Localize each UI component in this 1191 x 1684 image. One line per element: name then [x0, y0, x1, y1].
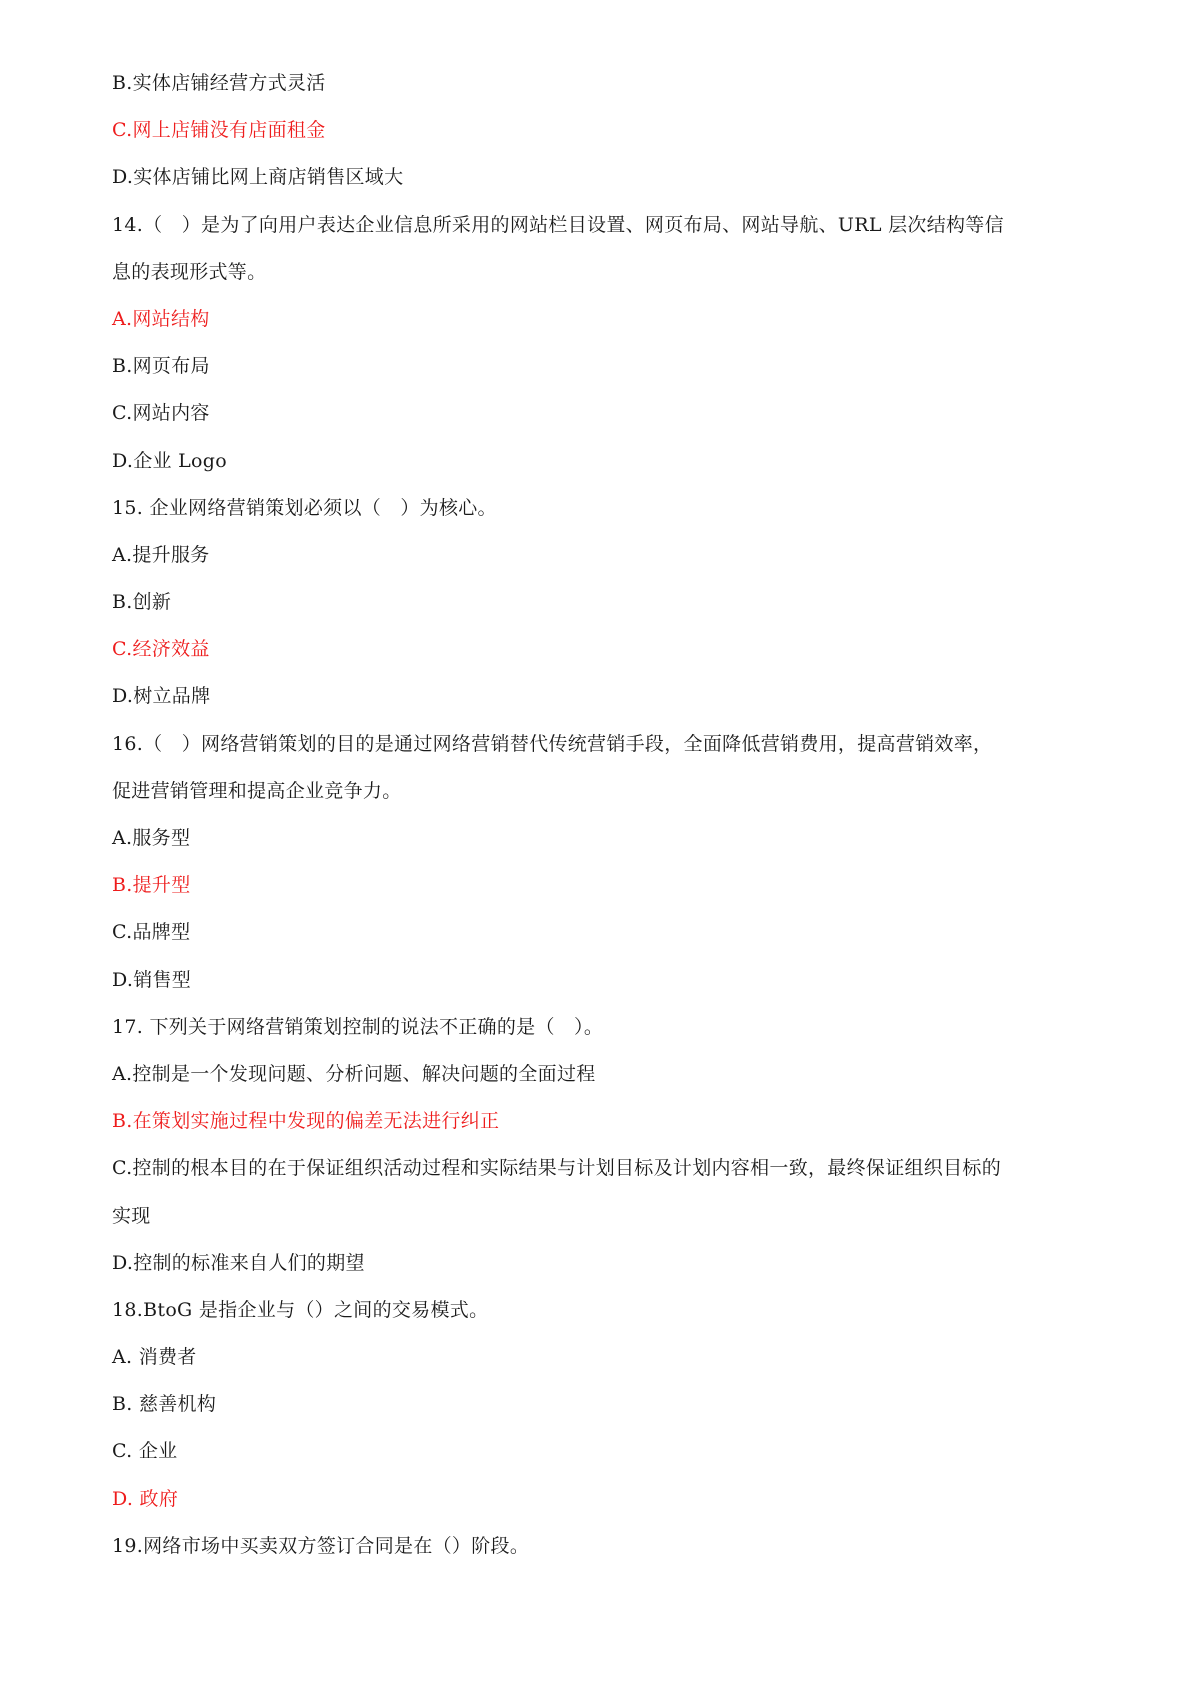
- question-line-continued: 促进营销管理和提高企业竞争力。: [112, 779, 402, 802]
- option-line: D.实体店铺比网上商店销售区域大: [112, 166, 404, 189]
- option-line: B. 慈善机构: [112, 1393, 217, 1416]
- question-line: 16.（ ）网络营销策划的目的是通过网络营销替代传统营销手段，全面降低营销费用，提高营销效率，: [112, 732, 993, 755]
- option-line-continued: 实现: [112, 1204, 151, 1227]
- option-line: D.企业 Logo: [112, 449, 227, 472]
- option-line: A.服务型: [112, 827, 191, 849]
- option-line: D.控制的标准来自人们的期望: [112, 1251, 365, 1274]
- answer-option-line: A.网站结构: [112, 307, 210, 330]
- question-line: 17. 下列关于网络营销策划控制的说法不正确的是（ ）。: [112, 1015, 604, 1038]
- option-line: C.控制的根本目的在于保证组织活动过程和实际结果与计划目标及计划内容相一致，最终保证组织目标的: [112, 1157, 1002, 1180]
- option-line: D.树立品牌: [112, 685, 211, 708]
- option-line: B.实体店铺经营方式灵活: [112, 72, 326, 94]
- option-line: C.品牌型: [112, 921, 191, 944]
- option-line: B.创新: [112, 591, 172, 614]
- option-line: A. 消费者: [112, 1346, 197, 1369]
- answer-option-line: B.提升型: [112, 874, 191, 897]
- answer-option-line: B.在策划实施过程中发现的偏差无法进行纠正: [112, 1110, 500, 1133]
- question-line: 19.网络市场中买卖双方签订合同是在（）阶段。: [112, 1534, 530, 1557]
- question-list: [112, 60, 1102, 1570]
- answer-option-line: C.经济效益: [112, 638, 210, 661]
- option-line: A.提升服务: [112, 543, 210, 566]
- option-line: D.销售型: [112, 968, 192, 991]
- answer-option-line: D. 政府: [112, 1487, 179, 1510]
- option-line: B.网页布局: [112, 355, 210, 378]
- answer-option-line: C.网上店铺没有店面租金: [112, 119, 326, 142]
- question-line: 14.（ ）是为了向用户表达企业信息所采用的网站栏目设置、网页布局、网站导航、URL 层次结构等信: [112, 213, 1004, 236]
- option-line: A.控制是一个发现问题、分析问题、解决问题的全面过程: [112, 1062, 596, 1085]
- option-line: C.网站内容: [112, 402, 210, 425]
- option-line: C. 企业: [112, 1440, 178, 1463]
- question-line: 18.BtoG 是指企业与（）之间的交易模式。: [112, 1298, 489, 1321]
- question-line: 15. 企业网络营销策划必须以（ ）为核心。: [112, 496, 497, 519]
- question-line-continued: 息的表现形式等。: [112, 260, 267, 283]
